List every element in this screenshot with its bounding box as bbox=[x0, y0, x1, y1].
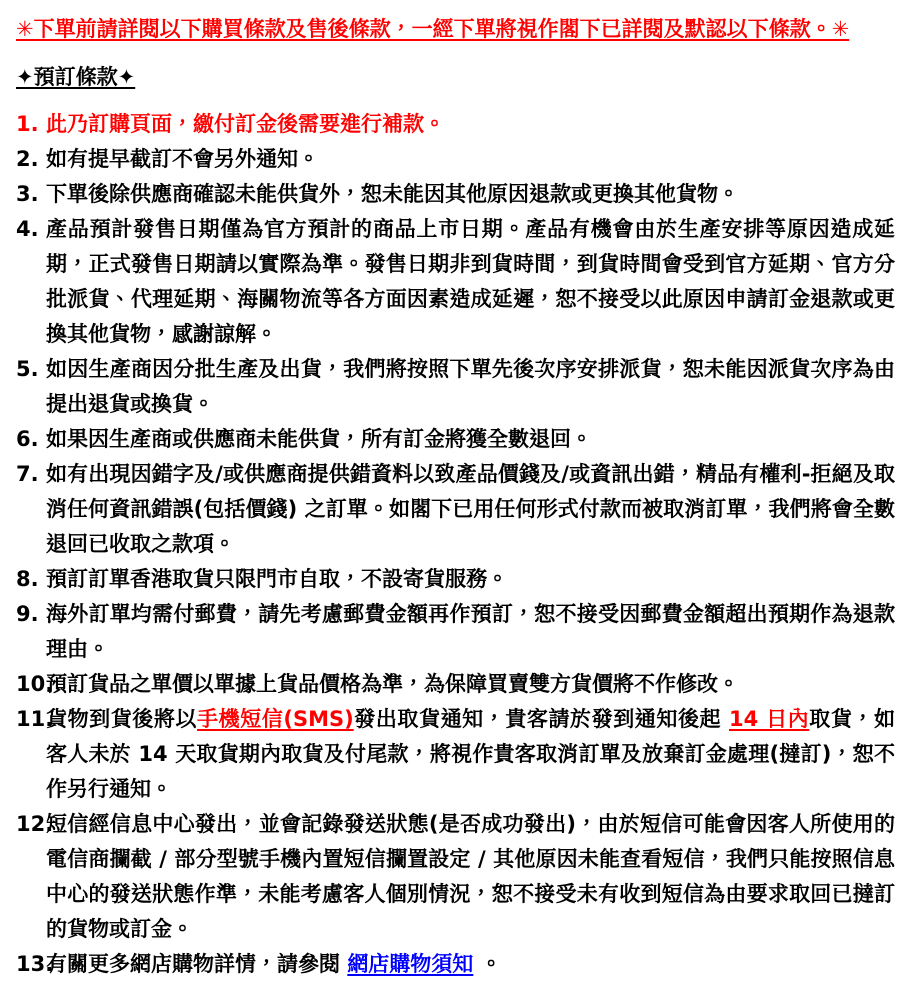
term-item bbox=[16, 142, 895, 177]
term-number: 1. bbox=[16, 112, 39, 136]
term-text bbox=[46, 602, 895, 661]
term-number: 5. bbox=[16, 357, 39, 381]
term-number: 10. bbox=[16, 672, 54, 696]
term-text bbox=[46, 112, 445, 136]
term-item bbox=[16, 457, 895, 562]
term-number: 3. bbox=[16, 182, 39, 206]
term-run: 如因生產商因分批生產及出貨，我們將按照下單先後次序安排派貨，恕未能因派貨次序為由提出退貨或換貨。 bbox=[46, 357, 895, 416]
term-item bbox=[16, 947, 895, 982]
term-item bbox=[16, 807, 895, 947]
term-number: 4. bbox=[16, 217, 39, 241]
term-run: 發出取貨通知，貴客請於發到通知後起 bbox=[353, 707, 729, 731]
term-text bbox=[46, 952, 502, 976]
term-text bbox=[46, 462, 895, 556]
term-item bbox=[16, 422, 895, 457]
term-number: 7. bbox=[16, 462, 39, 486]
term-text bbox=[46, 567, 508, 591]
term-text bbox=[46, 357, 895, 416]
term-run: 此乃訂購頁面，繳付訂金後需要進行補款。 bbox=[46, 112, 445, 136]
term-text bbox=[46, 217, 895, 346]
term-run: 如果因生產商或供應商未能供貨，所有訂金將獲全數退回。 bbox=[46, 427, 592, 451]
term-text bbox=[46, 707, 895, 801]
term-run: 有關更多網店購物詳情，請參閱 bbox=[46, 952, 348, 976]
term-text bbox=[46, 182, 739, 206]
term-run: 下單後除供應商確認未能供貨外，恕未能因其他原因退款或更換其他貨物。 bbox=[46, 182, 739, 206]
term-text bbox=[46, 672, 739, 696]
term-item bbox=[16, 107, 895, 142]
term-item bbox=[16, 177, 895, 212]
term-text bbox=[46, 427, 592, 451]
store-shopping-guide-link[interactable]: 網店購物須知 bbox=[347, 952, 474, 976]
term-run: 如有出現因錯字及/或供應商提供錯資料以致產品價錢及/或資訊出錯，精品有權利-拒絕及取消任何資訊錯誤(包括價錢) 之訂單。如閣下已用任何形式付款而被取消訂單，我們將會全數退回已收取之款項。 bbox=[46, 462, 895, 556]
term-number: 12. bbox=[16, 812, 54, 836]
term-item bbox=[16, 667, 895, 702]
section-title-preorder-terms: ✦預訂條款✦ bbox=[16, 65, 136, 89]
term-run: 預訂訂單香港取貨只限門市自取，不設寄貨服務。 bbox=[46, 567, 508, 591]
term-run: 14 日內 bbox=[729, 707, 810, 731]
term-run: 短信經信息中心發出，並會記錄發送狀態(是否成功發出)，由於短信可能會因客人所使用的電信商攔截 / 部分型號手機內置短信攔置設定 / 其他原因未能查看短信，我們只能按照信息中心的發送狀態作準，未能考慮客人個別情況，恕不接受未有收到短信為由要求取回已撻訂的貨物或訂金。 bbox=[46, 812, 895, 941]
term-number: 8. bbox=[16, 567, 39, 591]
term-number: 2. bbox=[16, 147, 39, 171]
term-text bbox=[46, 812, 895, 941]
term-number: 13. bbox=[16, 952, 54, 976]
term-run: 貨物到貨後將以 bbox=[46, 707, 198, 731]
term-number: 6. bbox=[16, 427, 39, 451]
term-item bbox=[16, 352, 895, 422]
term-run: 預訂貨品之單價以單據上貨品價格為準，為保障買賣雙方貨價將不作修改。 bbox=[46, 672, 739, 696]
term-item bbox=[16, 562, 895, 597]
term-run: 產品預計發售日期僅為官方預計的商品上市日期。產品有機會由於生產安排等原因造成延期，正式發售日期請以實際為準。發售日期非到貨時間，到貨時間會受到官方延期、官方分批派貨、代理延期、海關物流等各方面因素造成延遲，恕不接受以此原因申請訂金退款或更換其他貨物，感謝諒解。 bbox=[46, 217, 895, 346]
terms-list bbox=[16, 107, 895, 982]
term-item bbox=[16, 212, 895, 352]
term-item bbox=[16, 702, 895, 807]
term-item bbox=[16, 597, 895, 667]
term-run: 。 bbox=[473, 952, 502, 976]
term-run: 手機短信(SMS) bbox=[197, 707, 354, 731]
notice-banner: ✳下單前請詳閱以下購買條款及售後條款，一經下單將視作閣下已詳閱及默認以下條款。✳ bbox=[16, 17, 850, 41]
term-text bbox=[46, 147, 319, 171]
term-run: 海外訂單均需付郵費，請先考慮郵費金額再作預訂，恕不接受因郵費金額超出預期作為退款理由。 bbox=[46, 602, 895, 661]
term-number: 11. bbox=[16, 707, 54, 731]
term-run: 如有提早截訂不會另外通知。 bbox=[46, 147, 319, 171]
term-run: 取貨，如客人未於 14 天取貨期內取貨及付尾款，將視作貴客取消訂單及放棄訂金處理(撻訂)，恕不作另行通知。 bbox=[46, 707, 896, 801]
term-number: 9. bbox=[16, 602, 39, 626]
